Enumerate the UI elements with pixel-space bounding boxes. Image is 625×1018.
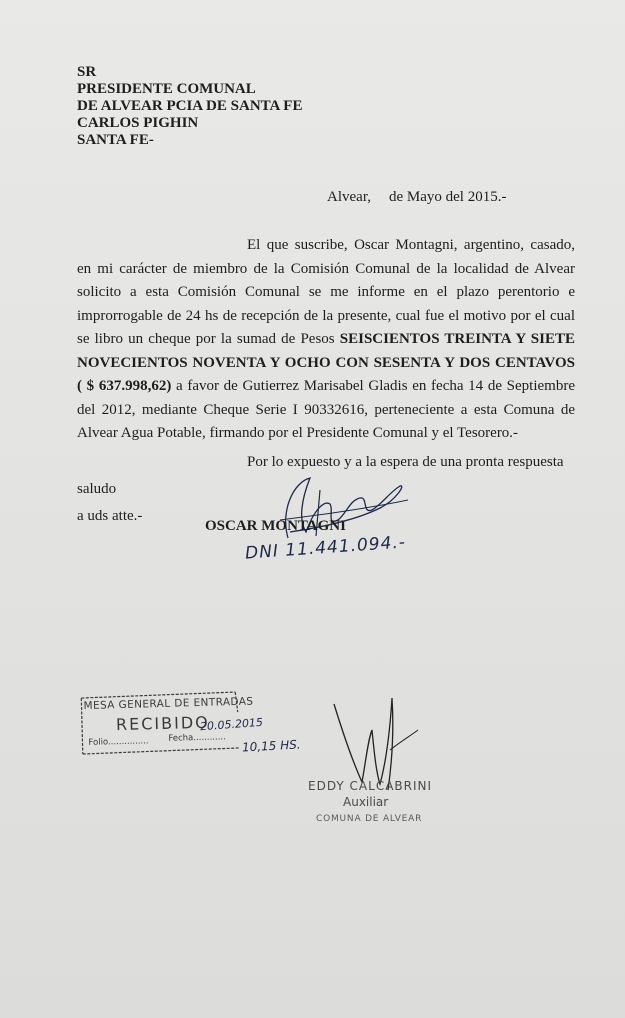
amount-in-numbers: ( $ 637.998,62) xyxy=(77,378,172,394)
address-line-2: PRESIDENTE COMUNAL xyxy=(77,81,256,97)
signer-name: OSCAR MONTAGNI xyxy=(205,518,346,534)
stamp-title: MESA GENERAL DE ENTRADAS xyxy=(83,695,254,712)
recipient-address xyxy=(77,64,302,149)
body-part-1: El que suscribe, Oscar Montagni, argentino, casado, en mi carácter de miembro de la Comisión Comunal de la localidad de Alvear solicito a esta Comisión Comunal se me informe en el plazo perentorio e improrrogable de 24 hs de recepción de la presente, cual fue el motivo por el cual se libro un cheque por la sumad de Pesos xyxy=(77,237,575,347)
address-line-5: SANTA FE- xyxy=(77,132,154,148)
stamp-received: RECIBIDO xyxy=(115,712,210,735)
closing-line-2: a uds atte.- xyxy=(77,508,143,524)
address-line-3: DE ALVEAR PCIA DE SANTA FE xyxy=(77,98,303,114)
stamp-handwritten-time: 10,15 HS. xyxy=(241,737,301,755)
address-line-1: SR xyxy=(77,64,97,80)
address-line-4: CARLOS PIGHIN xyxy=(77,115,199,131)
body-part-2: a favor de Gutierrez Marisabel Gladis en fecha 14 de Septiembre del 2012, mediante Cheque Serie I 90332616, perteneciente a esta Comuna de Alvear Agua Potable, firmando por el Presidente Comunal y el Tesorero.- xyxy=(77,378,575,441)
date-text: de Mayo del 2015.- xyxy=(388,189,507,205)
letter-date xyxy=(327,189,506,206)
signer-dni: DNI 11.441.094.- xyxy=(244,532,407,564)
stamp-fecha: Fecha............ xyxy=(168,732,226,744)
receiver-role: Auxiliar xyxy=(343,795,389,809)
letter-body xyxy=(77,234,575,446)
closing-line-1: Por lo expuesto y a la espera de una pronta respuesta saludo xyxy=(77,454,564,497)
date-place: Alvear, xyxy=(327,189,371,205)
stamp-handwritten-date: 20.05.2015 xyxy=(199,715,264,734)
receiver-organization: COMUNA DE ALVEAR xyxy=(316,814,423,824)
stamp-folio: Folio............... xyxy=(88,736,149,748)
amount-in-words: SEISCIENTOS TREINTA Y SIETE NOVECIENTOS NOVENTA Y OCHO CON SESENTA Y DOS CENTAVOS xyxy=(77,331,575,371)
receiver-name: EDDY CALCABRINI xyxy=(308,779,433,793)
